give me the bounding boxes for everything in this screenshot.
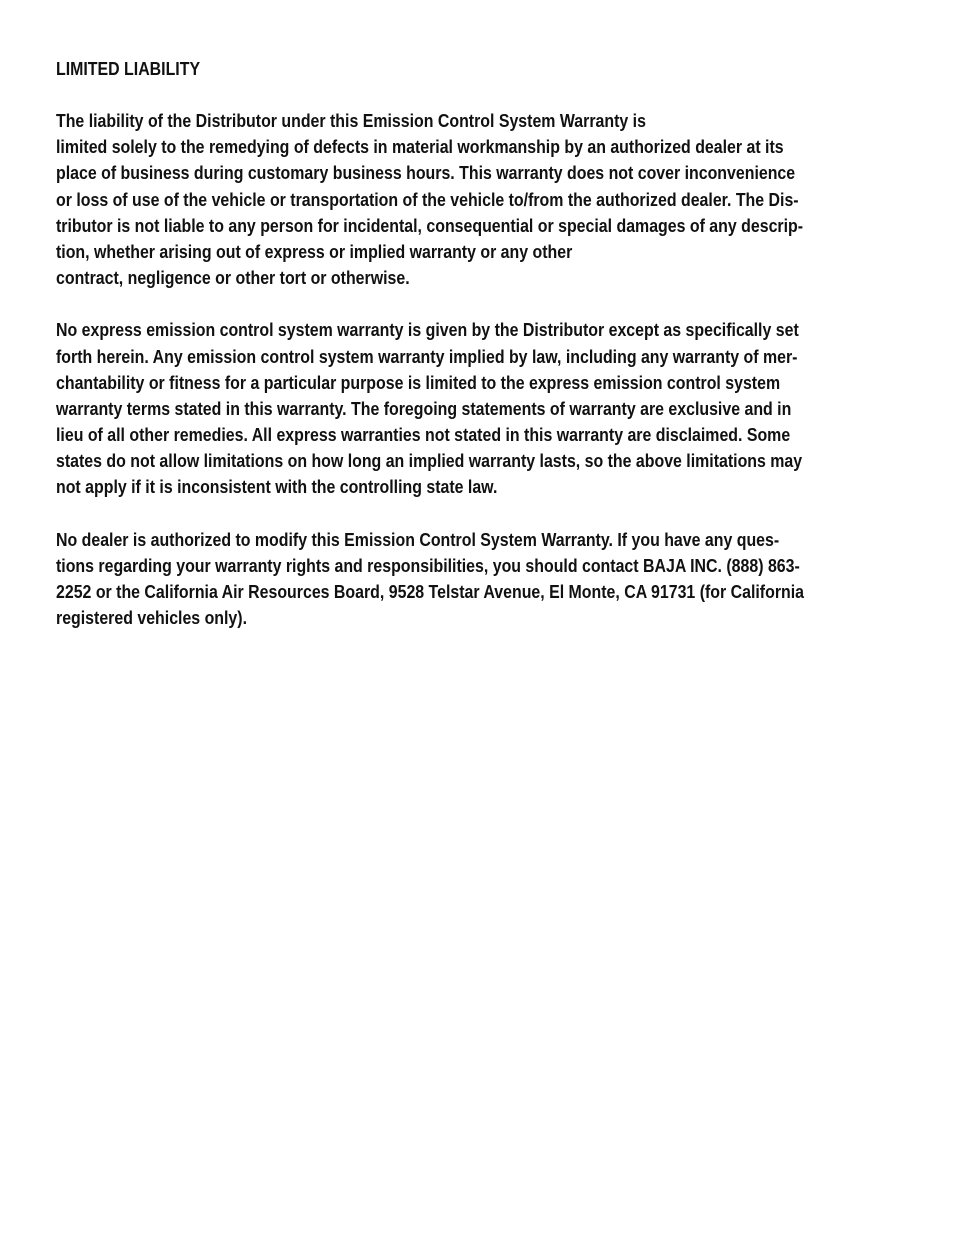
paragraph-line: No express emission control system warranty is given by the Distributor except as specifically set [56, 319, 799, 341]
liability-paragraph [56, 108, 906, 291]
paragraph-line: place of business during customary business hours. This warranty does not cover inconvenience [56, 162, 796, 184]
dealer-contact-paragraph [56, 527, 906, 632]
paragraph-line: limited solely to the remedying of defects in material workmanship by an authorized dealer at its [56, 136, 784, 158]
paragraph-line: tion, whether arising out of express or implied warranty or any other [56, 240, 573, 262]
paragraph-line: tributor is not liable to any person for incidental, consequential or special damages of any descrip- [56, 214, 804, 236]
paragraph-line: not apply if it is inconsistent with the controlling state law. [56, 476, 498, 498]
express-warranty-paragraph [56, 317, 906, 500]
paragraph-line: forth herein. Any emission control system warranty implied by law, including any warranty of mer- [56, 345, 798, 367]
paragraph-line: lieu of all other remedies. All express warranties not stated in this warranty are disclaimed. Some [56, 424, 791, 446]
paragraph-line: or loss of use of the vehicle or transportation of the vehicle to/from the authorized dealer. The Dis- [56, 188, 799, 210]
paragraph-line: No dealer is authorized to modify this Emission Control System Warranty. If you have any ques- [56, 528, 780, 550]
paragraph-line: chantability or fitness for a particular purpose is limited to the express emission control system [56, 371, 781, 393]
paragraph-line: tions regarding your warranty rights and responsibilities, you should contact BAJA INC. (888) 863- [56, 554, 800, 576]
paragraph-line: contract, negligence or other tort or otherwise. [56, 267, 410, 289]
section-heading: LIMITED LIABILITY [56, 58, 201, 79]
paragraph-line: warranty terms stated in this warranty. The foregoing statements of warranty are exclusive and in [56, 397, 792, 419]
paragraph-line: states do not allow limitations on how long an implied warranty lasts, so the above limitations may [56, 450, 803, 472]
paragraph-line: registered vehicles only). [56, 607, 248, 629]
document-page [56, 56, 906, 657]
paragraph-line: The liability of the Distributor under this Emission Control System Warranty is [56, 110, 646, 131]
paragraph-line: 2252 or the California Air Resources Board, 9528 Telstar Avenue, El Monte, CA 91731 (for California [56, 581, 805, 602]
